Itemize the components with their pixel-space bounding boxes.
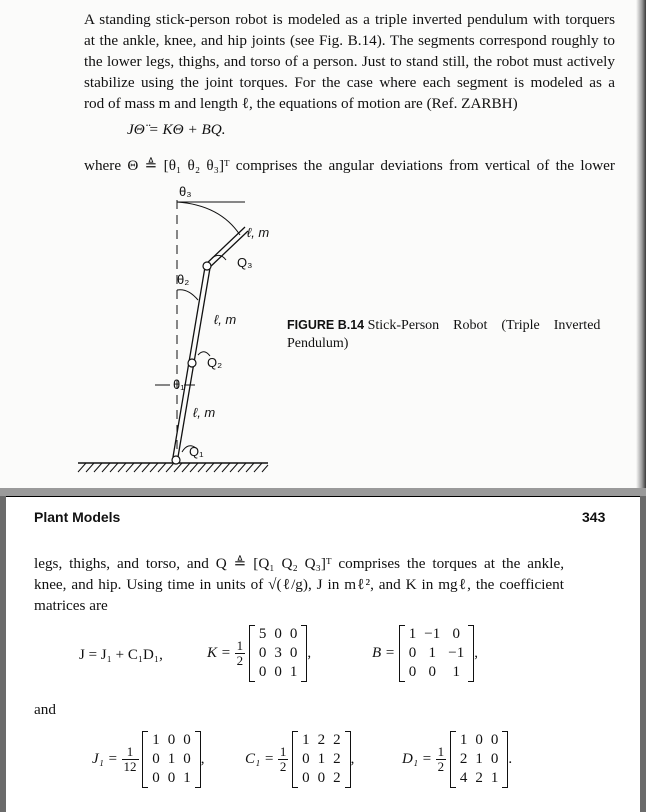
B-equation bbox=[372, 625, 478, 682]
paragraph-line: stabilize using the joint torques. For the case where each segment is modeled as a bbox=[84, 74, 615, 91]
segment2-label: ℓ, m bbox=[214, 312, 237, 327]
ground-hatch bbox=[78, 463, 268, 472]
J1-fraction: $\frac{1}{12}$ bbox=[123, 744, 137, 774]
K-lhs: K = bbox=[207, 644, 231, 661]
K-comma: , bbox=[307, 644, 312, 661]
C1-fraction: $\frac{1}{2}$ bbox=[279, 744, 287, 774]
figure-caption-label: FIGURE B.14 bbox=[287, 318, 365, 332]
body-line: matrices are bbox=[34, 597, 108, 614]
ankle-joint bbox=[172, 456, 180, 464]
D1-lhs: D₁ = bbox=[402, 750, 432, 767]
D1-equation bbox=[402, 731, 512, 788]
C1-comma: , bbox=[350, 750, 355, 767]
hip-joint bbox=[203, 262, 211, 270]
knee-joint bbox=[188, 359, 196, 367]
equation-of-motion: JΘ̈ = KΘ + BQ. bbox=[127, 121, 226, 138]
segment3-label: ℓ, m bbox=[247, 225, 270, 240]
page-bottom bbox=[6, 496, 640, 812]
and-word: and bbox=[34, 701, 56, 718]
D1-fraction: $\frac{1}{2}$ bbox=[437, 744, 445, 774]
figure-caption-text: Stick-Person Robot (Triple Inverted bbox=[367, 318, 601, 333]
figure-caption-text-cont: Pendulum) bbox=[287, 336, 349, 351]
torque-q3-label: Q₃ bbox=[237, 255, 253, 270]
paragraph-line: rod of mass m and length ℓ, the equations of motion are (Ref. ZARBH) bbox=[84, 95, 518, 112]
page-edge-shadow bbox=[636, 0, 646, 488]
figure-caption bbox=[287, 316, 607, 353]
theta2-arc bbox=[177, 290, 198, 300]
J1-comma: , bbox=[200, 750, 205, 767]
B-matrix: 1 −1 0 0 1 −1 0 0 1 bbox=[399, 625, 474, 682]
B-comma: , bbox=[474, 644, 478, 661]
K-matrix: 5 0 0 0 3 0 0 0 1 bbox=[249, 625, 308, 682]
C1-matrix: 1 2 2 0 1 2 0 0 2 bbox=[292, 731, 351, 788]
J1-equation bbox=[92, 731, 205, 788]
segment1-label: ℓ, m bbox=[193, 405, 216, 420]
theta1-label: θ₁ bbox=[173, 377, 185, 392]
K-fraction: $\frac{1}{2}$ bbox=[236, 638, 244, 668]
torque-q2-label: Q₂ bbox=[207, 355, 223, 370]
C1-lhs: C₁ = bbox=[245, 750, 275, 767]
J1-lhs: J₁ = bbox=[92, 750, 118, 767]
paragraph-line: A standing stick-person robot is modeled as a triple inverted pendulum with torquers bbox=[84, 11, 615, 28]
paragraph-line: the lower legs, thighs, and torso of a person. Just to stand still, the robot must actively bbox=[84, 53, 615, 70]
K-equation bbox=[207, 625, 311, 682]
C1-equation bbox=[245, 731, 354, 788]
J1-matrix: 1 0 0 0 1 0 0 0 1 bbox=[142, 731, 201, 788]
page-gap bbox=[0, 488, 646, 496]
B-lhs: B = bbox=[372, 644, 396, 661]
body-line: knee, and hip. Using time in units of √(ℓ/g), J in mℓ², and K in mgℓ, the coefficient bbox=[34, 576, 564, 593]
D1-matrix: 1 0 0 2 1 0 4 2 1 bbox=[450, 731, 509, 788]
theta2-label: θ₂ bbox=[177, 272, 190, 287]
body-line: legs, thighs, and torso, and Q ≜ [Q₁ Q₂ Q₃]ᵀ comprises the torques at the ankle, bbox=[34, 555, 564, 572]
J-definition: J = J₁ + C₁D₁, bbox=[79, 647, 163, 663]
paragraph-line: at the ankle, knee, and hip joints (see Fig. B.14). The segments correspond roughly to bbox=[84, 32, 615, 49]
running-header-title: Plant Models bbox=[34, 509, 121, 525]
torque-q1-label: Q₁ bbox=[189, 444, 204, 459]
page-number: 343 bbox=[582, 509, 606, 525]
D1-period: . bbox=[508, 750, 513, 767]
theta3-label: θ₃ bbox=[179, 184, 192, 199]
where-line: where Θ ≜ [θ₁ θ₂ θ₃]ᵀ comprises the angular deviations from vertical of the lower bbox=[84, 157, 615, 174]
theta3-arc bbox=[177, 202, 240, 235]
